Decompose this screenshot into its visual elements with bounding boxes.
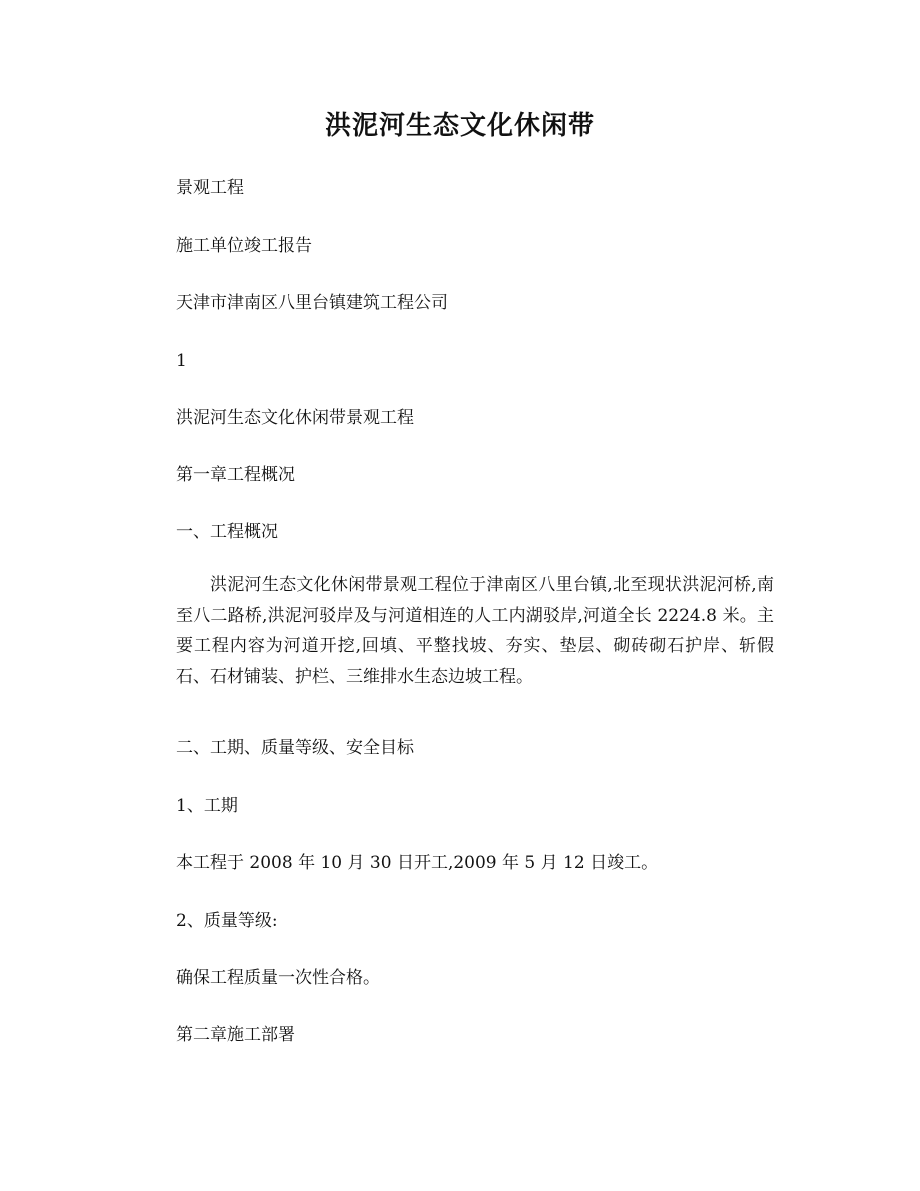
section1-heading: 一、工程概况	[176, 522, 278, 542]
schedule-subheading: 1、工期	[176, 796, 238, 816]
project-name-line: 洪泥河生态文化休闲带景观工程	[176, 408, 414, 428]
document-title: 洪泥河生态文化休闲带	[324, 111, 595, 141]
schedule-text: 本工程于 2008 年 10 月 30 日开工,2009 年 5 月 12 日竣工。	[176, 853, 659, 873]
chapter2-heading: 第二章施工部署	[176, 1025, 295, 1045]
quality-subheading: 2、质量等级:	[176, 911, 278, 931]
overview-paragraph: 洪泥河生态文化休闲带景观工程位于津南区八里台镇,北至现状洪泥河桥,南至八二路桥,洪泥河驳岸及与河道相连的人工内湖驳岸,河道全长 2224.8 米。主要工程内容为河道开挖,回填、平整找坡、夯实、垫层、砌砖砌石护岸、斩假石、石材铺装、护栏、三维排水生态边坡工程。	[176, 575, 774, 687]
company-line: 天津市津南区八里台镇建筑工程公司	[176, 293, 448, 313]
page-number: 1	[176, 351, 187, 371]
section2-heading: 二、工期、质量等级、安全目标	[176, 738, 414, 758]
chapter1-heading: 第一章工程概况	[176, 465, 295, 485]
report-type-line: 施工单位竣工报告	[176, 236, 312, 256]
subtitle-line: 景观工程	[176, 178, 244, 198]
quality-text: 确保工程质量一次性合格。	[176, 968, 380, 988]
